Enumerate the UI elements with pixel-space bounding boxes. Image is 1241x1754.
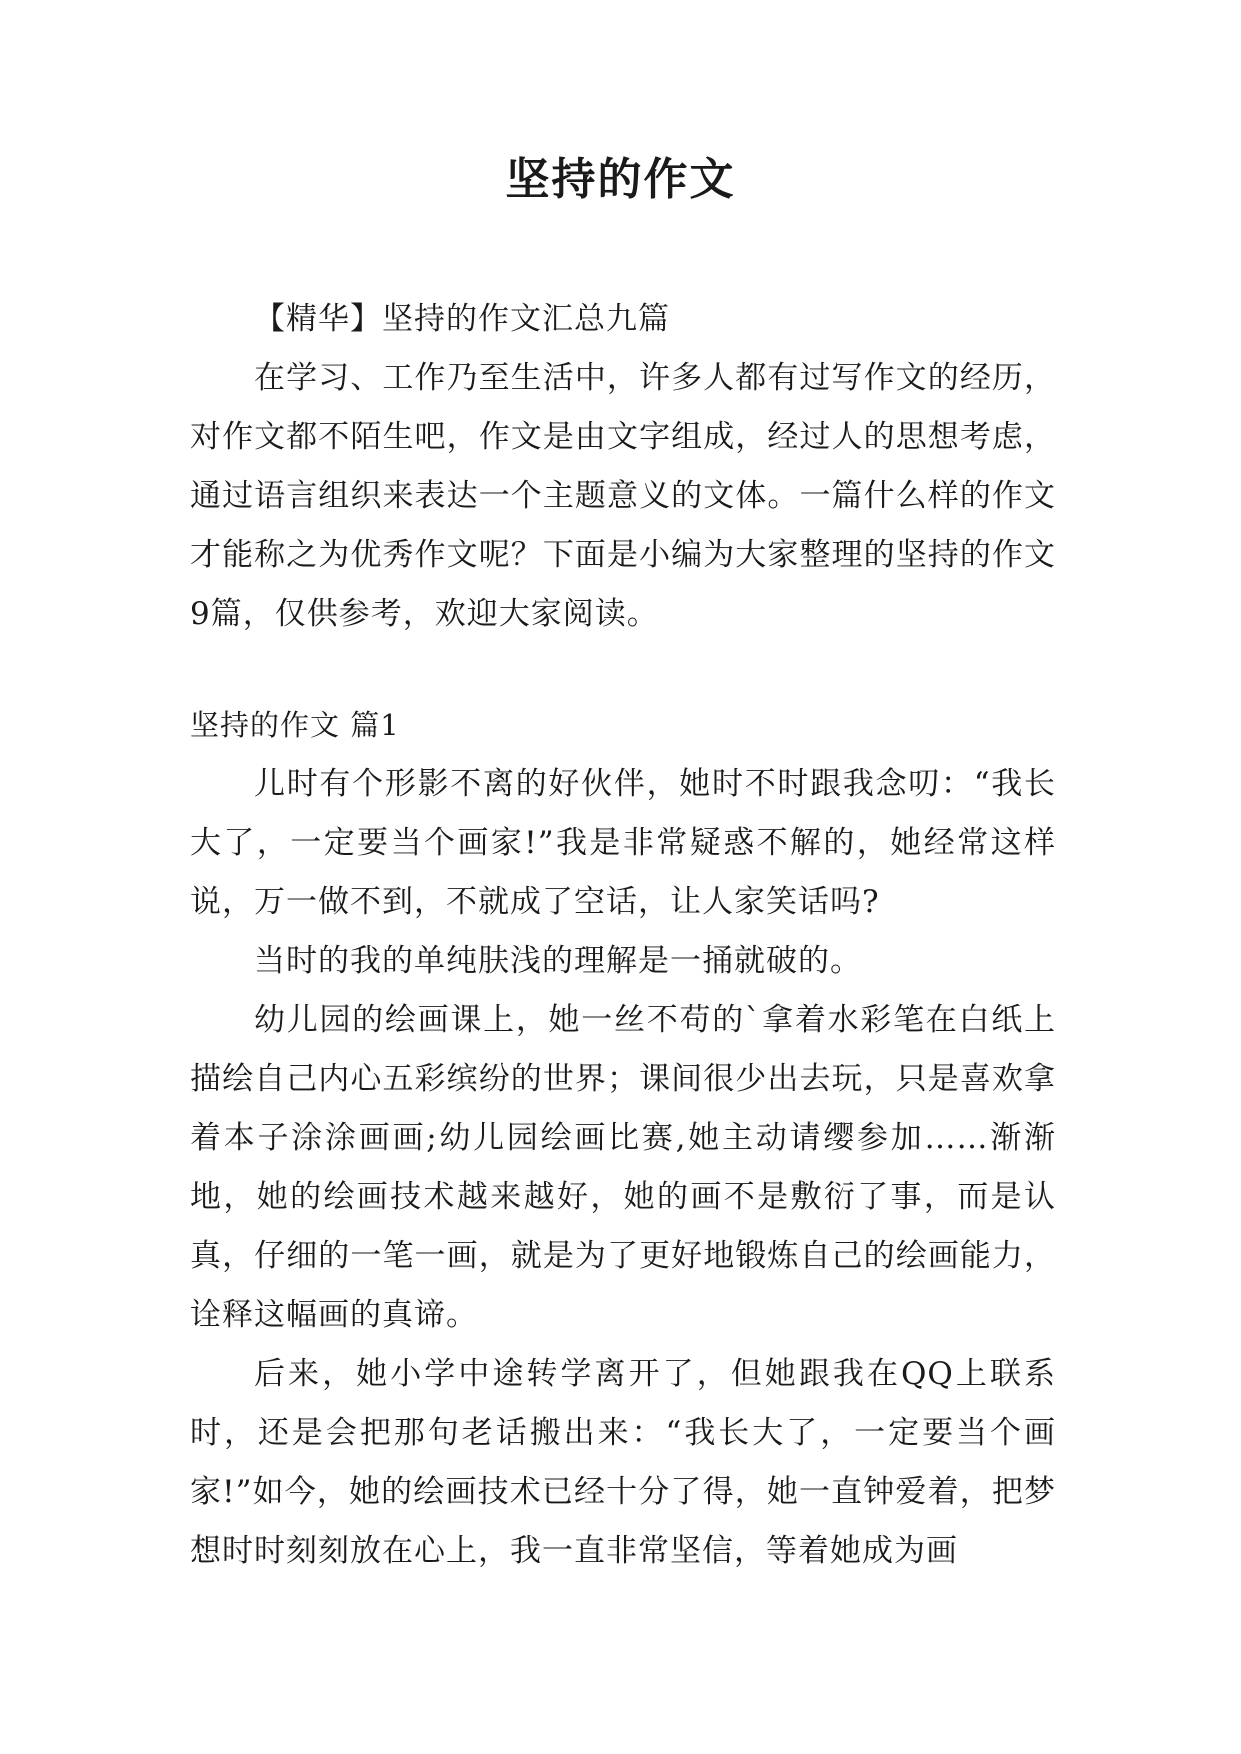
essay-heading: 坚持的作文 篇1 (190, 708, 400, 742)
page-title: 坚持的作文 (505, 154, 736, 205)
essay-paragraph: 当时的我的单纯肤浅的理解是一捅就破的。 (254, 943, 862, 979)
essay-paragraph: 幼儿园的绘画课上，她一丝不苟的`拿着水彩笔在白纸上描绘自己内心五彩缤纷的世界；课间很少出去玩，只是喜欢拿着本子涂涂画画;幼儿园绘画比赛,她主动请缨参加……渐渐地，她的绘画技术越来越好，她的画不是敷衍了事，而是认真，仔细的一笔一画，就是为了更好地锻炼自己的绘画能力，诠释这幅画的真谛。 (190, 1002, 1056, 1333)
essay-paragraph: 儿时有个形影不离的好伙伴，她时不时跟我念叨：“我长大了，一定要当个画家!”我是非常疑惑不解的，她经常这样说，万一做不到，不就成了空话，让人家笑话吗? (190, 766, 1056, 920)
document-body (190, 290, 1056, 1581)
essay-paragraph: 后来，她小学中途转学离开了，但她跟我在QQ上联系时，还是会把那句老话搬出来：“我长大了，一定要当个画家!”如今，她的绘画技术已经十分了得，她一直钟爱着，把梦想时时刻刻放在心上，我一直非常坚信，等着她成为画 (190, 1356, 1056, 1569)
intro-paragraph: 在学习、工作乃至生活中，许多人都有过写作文的经历，对作文都不陌生吧，作文是由文字组成，经过人的思想考虑，通过语言组织来表达一个主题意义的文体。一篇什么样的作文才能称之为优秀作文呢？下面是小编为大家整理的坚持的作文9篇，仅供参考，欢迎大家阅读。 (190, 360, 1056, 632)
section-spacer (190, 644, 1056, 696)
intro-subtitle: 【精华】坚持的作文汇总九篇 (254, 301, 670, 337)
